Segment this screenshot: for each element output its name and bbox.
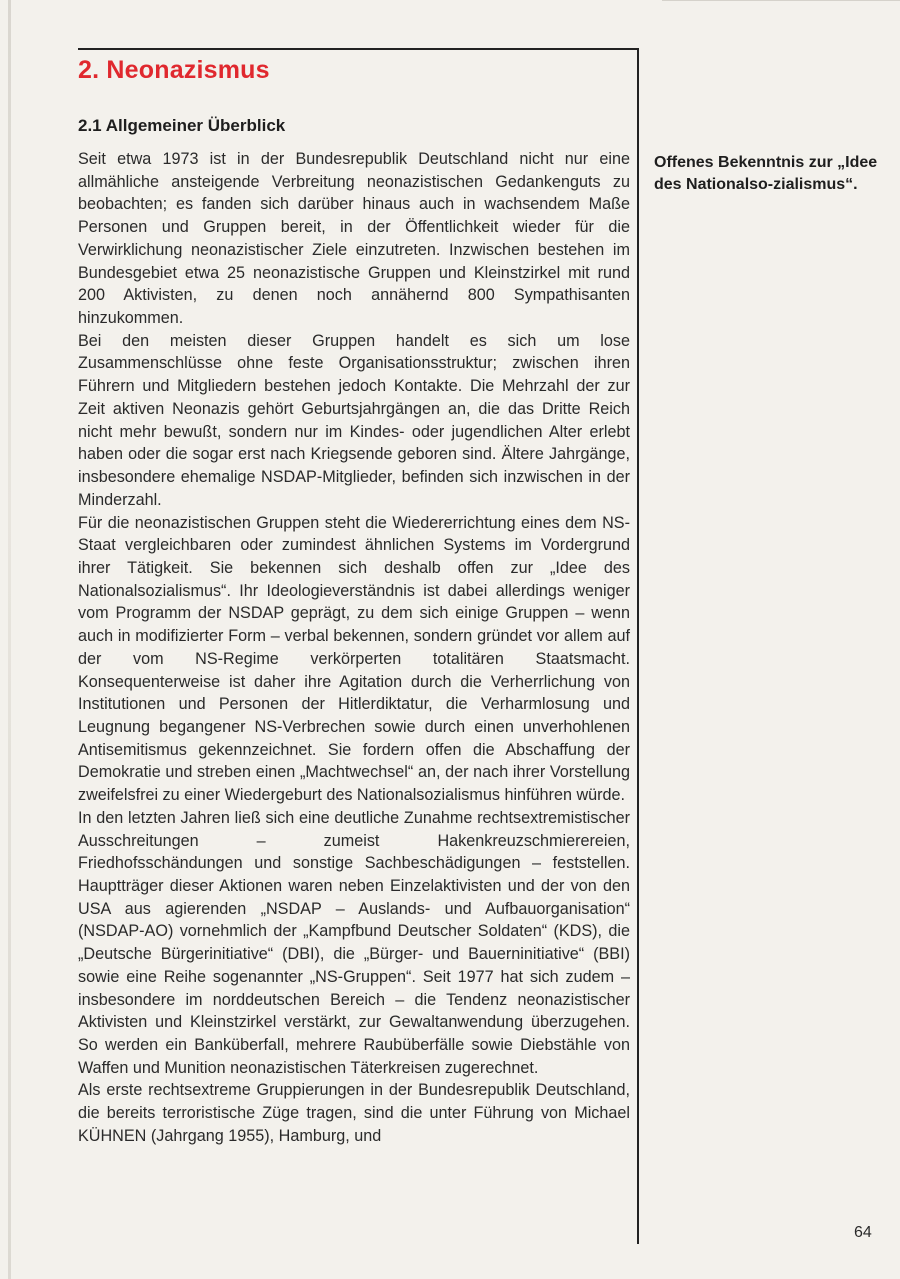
main-text-column xyxy=(78,148,630,1148)
margin-note: Offenes Bekenntnis zur „Idee des Nationalso-zialismus“. xyxy=(654,154,878,193)
top-edge-line xyxy=(662,0,900,1)
paragraph-5: Als erste rechtsextreme Gruppierungen in der Bundesrepublik Deutschland, die bereits terroristische Züge tragen, sind die unter Führung von Michael KÜHNEN (Jahrgang 1955), Hamburg, und xyxy=(78,1081,630,1145)
column-divider-rule xyxy=(637,48,639,1244)
page-number: 64 xyxy=(854,1224,872,1241)
header-rule xyxy=(78,48,638,50)
page-binding-edge xyxy=(8,0,11,1279)
paragraph-4: In den letzten Jahren ließ sich eine deutliche Zunahme rechtsextremistischer Ausschreitungen – zumeist Hakenkreuzschmierereien, Friedhofsschändungen und sonstige Sachbeschädigungen – feststellen. Hauptträger dieser Aktionen waren neben Einzelaktivisten und der von den USA aus agierenden „NSDAP – Auslands- und Aufbauorganisation“ (NSDAP-AO) vornehmlich der „Kampfbund Deutscher Soldaten“ (KDS), die „Deutsche Bürgerinitiative“ (DBI), die „Bürger- und Bauerninitiative“ (BBI) sowie eine Reihe sogenannter „NS-Gruppen“. Seit 1977 hat sich zudem – insbesondere im norddeutschen Bereich – die Tendenz neonazistischer Aktivisten und Kleinstzirkel verstärkt, zur Gewaltanwendung überzugehen. So werden ein Banküberfall, mehrere Raubüberfälle sowie Diebstähle von Waffen und Munition neonazistischen Täterkreisen zugerechnet. xyxy=(78,808,630,1077)
section-title: 2.1 Allgemeiner Überblick xyxy=(78,116,286,135)
chapter-title: 2. Neonazismus xyxy=(78,56,270,84)
paragraph-1: Seit etwa 1973 ist in der Bundesrepublik Deutschland nicht nur eine allmähliche ansteigende Verbreitung neonazistischen Gedankenguts zu beobachten; es fanden sich darüber hinaus auch in wachsendem Maße Personen und Gruppen bereit, in der Öffentlichkeit wieder für die Verwirklichung neonazistischer Ziele einzutreten. Inzwischen bestehen im Bundesgebiet etwa 25 neonazistische Gruppen und Kleinstzirkel mit rund 200 Aktivisten, zu denen noch annähernd 800 Sympathisanten hinzukommen. xyxy=(78,150,630,328)
paragraph-2: Bei den meisten dieser Gruppen handelt es sich um lose Zusammenschlüsse ohne feste Organisationsstruktur; zwischen ihren Führern und Mitgliedern bestehen jedoch Kontakte. Die Mehrzahl der zur Zeit aktiven Neonazis gehört Geburtsjahrgängen an, die das Dritte Reich nicht mehr bewußt, sondern nur im Kindes- oder jugendlichen Alter erlebt haben oder die sogar erst nach Kriegsende geboren sind. Ältere Jahrgänge, insbesondere ehemalige NSDAP-Mitglieder, befinden sich inzwischen in der Minderzahl. xyxy=(78,331,630,509)
paragraph-3: Für die neonazistischen Gruppen steht die Wiedererrichtung eines dem NS-Staat vergleichbaren oder zumindest ähnlichen Systems im Vordergrund ihrer Tätigkeit. Sie bekennen sich deshalb offen zur „Idee des Nationalsozialismus“. Ihr Ideologieverständnis ist dabei allerdings weniger vom Programm der NSDAP geprägt, zu dem sich einige Gruppen – wenn auch in modifizierter Form – verbal bekennen, sondern gründet vor allem auf der vom NS-Regime verkörperten totalitären Staatsmacht. Konsequenterweise ist daher ihre Agitation durch die Verherrlichung von Institutionen und Personen der Hitlerdiktatur, die Verharmlosung und Leugnung begangener NS-Verbrechen sowie durch einen unverhohlenen Antisemitismus gekennzeichnet. Sie fordern offen die Abschaffung der Demokratie und streben einen „Machtwechsel“ an, der nach ihrer Vorstellung zweifelsfrei zu einer Wiedergeburt des Nationalsozialismus hinführen würde. xyxy=(78,513,630,805)
